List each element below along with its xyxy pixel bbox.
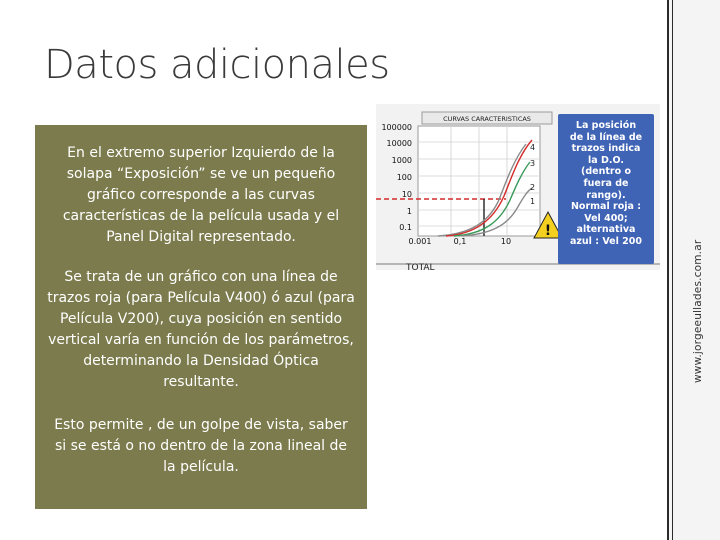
curve-label-2: 2 (530, 183, 536, 192)
callout-line: alternativa (576, 224, 636, 236)
y-tick-4: 100 (396, 173, 412, 182)
curve-label-3: 3 (530, 159, 536, 168)
callout-line: La posición (575, 120, 637, 131)
callout-line: rango). (586, 189, 626, 201)
slide-title: Datos adicionales (44, 42, 390, 88)
paragraph-2: Se trata de un gráfico con una línea de trazos roja (para Película V400) ó azul (para Película V200), cuya posición en sentido vertical varía en función de los parámetros, determinando la Densidad Óptica resultante. (47, 269, 355, 390)
callout-line: Normal roja : (570, 201, 642, 213)
y-tick-3: 1000 (391, 156, 412, 165)
callout-line: azul : Vel 200 (569, 235, 643, 247)
characteristic-curves-figure (376, 104, 660, 270)
warning-symbol: ! (544, 223, 552, 239)
callout-box (558, 114, 654, 264)
y-tick-2: 10000 (386, 139, 412, 148)
callout-line: Vel 400; (584, 212, 628, 224)
x-tick-1: 0.001 (408, 237, 432, 246)
x-tick-3: 10 (500, 237, 512, 246)
side-website (678, 238, 704, 383)
website-label: www.jorgeeullades.com.ar (692, 239, 704, 383)
paragraph-3: Esto permite , de un golpe de vista, saber si se está o no dentro de la zona lineal de la película. (54, 417, 348, 475)
paragraph-1: En el extremo superior Izquierdo de la solapa “Exposición” se ve un pequeño gráfico corresponde a las curvas características de la película usada y el Panel Digital representado. (62, 145, 340, 245)
callout-line: trazos indica (571, 143, 641, 155)
curve-label-1: 1 (530, 197, 536, 206)
callout-line: la D.O. (588, 154, 624, 166)
callout-line: fuera de (583, 177, 629, 189)
curve-label-4: 4 (530, 143, 536, 152)
figure-bottom-label: TOTAL (406, 263, 435, 270)
x-tick-2: 0,1 (453, 237, 467, 246)
y-tick-6: 1 (406, 207, 412, 216)
callout-line: de la línea de (569, 131, 643, 143)
y-tick-1: 100000 (381, 123, 412, 132)
side-divider (667, 0, 669, 540)
side-divider-thin (672, 0, 673, 540)
figure-header: CURVAS CARACTERISTICAS (443, 115, 531, 123)
text-panel (35, 125, 367, 509)
y-tick-7: 0.1 (399, 223, 412, 232)
y-tick-5: 10 (401, 190, 412, 199)
callout-line: (dentro o (581, 166, 631, 178)
